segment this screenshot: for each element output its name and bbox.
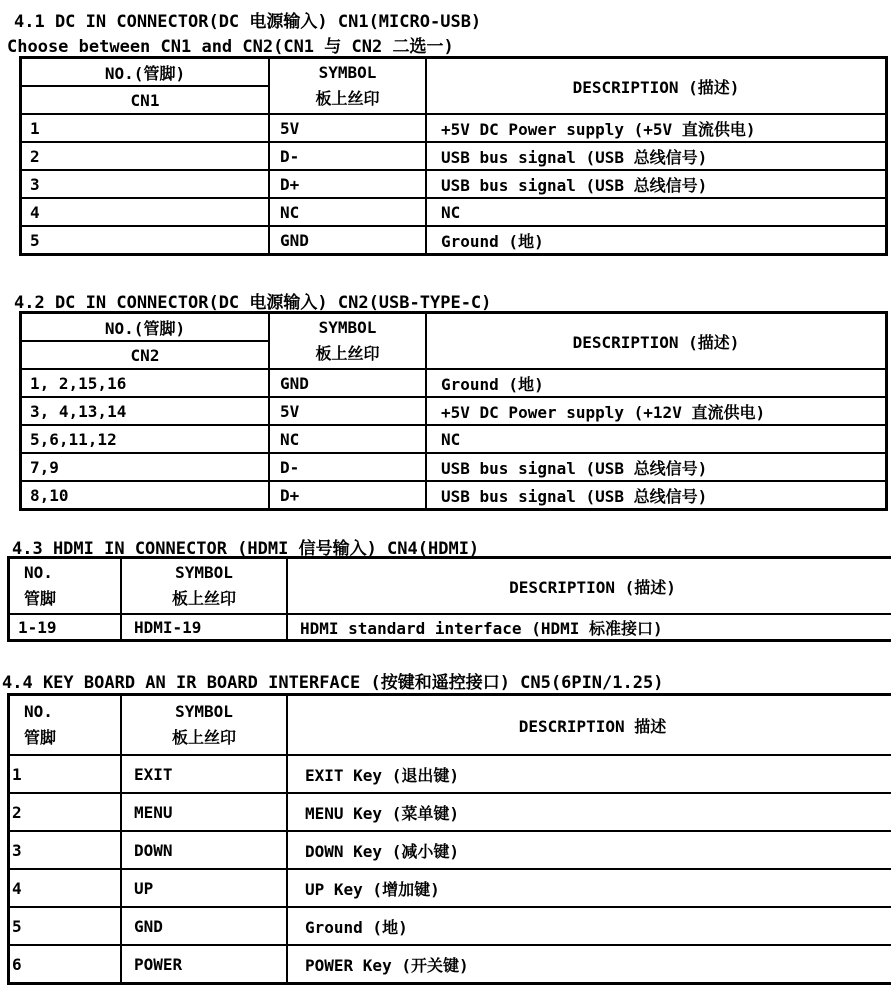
header-pin-no bbox=[9, 695, 122, 756]
table-cn4-hdmi bbox=[7, 556, 891, 642]
table-row bbox=[9, 614, 891, 641]
header-pin-no-line2: 管脚 bbox=[24, 589, 57, 608]
cell-description: USB bus signal (USB 总线信号) bbox=[426, 170, 887, 198]
header-symbol-line1: SYMBOL bbox=[318, 63, 377, 82]
cell-pin: 5 bbox=[21, 226, 270, 255]
cell-description: +5V DC Power supply (+5V 直流供电) bbox=[426, 114, 887, 142]
table-header-row bbox=[9, 558, 891, 615]
header-pin-no-line2: 管脚 bbox=[24, 728, 57, 747]
cell-pin: 1 bbox=[9, 755, 122, 793]
table-row bbox=[21, 425, 887, 453]
table-row bbox=[21, 170, 887, 198]
header-symbol-line2: 板上丝印 bbox=[171, 589, 236, 608]
table-header-row bbox=[9, 695, 891, 756]
cell-description: Ground (地) bbox=[426, 369, 887, 397]
cell-symbol: 5V bbox=[269, 114, 426, 142]
cell-pin: 8,10 bbox=[21, 481, 270, 510]
cell-symbol: GND bbox=[269, 226, 426, 255]
cell-description: USB bus signal (USB 总线信号) bbox=[426, 453, 887, 481]
cell-description: Ground (地) bbox=[426, 226, 887, 255]
cell-description: NC bbox=[426, 198, 887, 226]
table-cn2-usb-type-c bbox=[19, 311, 888, 511]
cell-description: MENU Key (菜单键) bbox=[287, 793, 891, 831]
cell-pin: 2 bbox=[21, 142, 270, 170]
cell-symbol: D- bbox=[269, 142, 426, 170]
cell-symbol: UP bbox=[121, 869, 287, 907]
cell-symbol: NC bbox=[269, 425, 426, 453]
header-description: DESCRIPTION (描述) bbox=[426, 58, 887, 115]
cell-pin: 3 bbox=[21, 170, 270, 198]
table-row bbox=[9, 831, 891, 869]
header-symbol bbox=[269, 58, 426, 115]
table-row bbox=[21, 198, 887, 226]
cell-symbol: D+ bbox=[269, 170, 426, 198]
table-row bbox=[21, 114, 887, 142]
cell-symbol: MENU bbox=[121, 793, 287, 831]
header-connector-name: CN2 bbox=[21, 341, 270, 369]
section-title-4-3: 4.3 HDMI IN CONNECTOR (HDMI 信号输入) CN4(HDMI) bbox=[12, 539, 480, 559]
table-row bbox=[21, 453, 887, 481]
table-cn5-keyboard-ir bbox=[7, 693, 891, 985]
header-symbol-line2: 板上丝印 bbox=[171, 728, 236, 747]
cell-symbol: HDMI-19 bbox=[121, 614, 287, 641]
header-symbol-line1: SYMBOL bbox=[318, 318, 377, 337]
header-pin-no-line1: NO. bbox=[24, 702, 53, 721]
cell-description: HDMI standard interface (HDMI 标准接口) bbox=[287, 614, 891, 641]
cell-description: USB bus signal (USB 总线信号) bbox=[426, 142, 887, 170]
header-symbol bbox=[269, 313, 426, 370]
cell-pin: 5,6,11,12 bbox=[21, 425, 270, 453]
table-row bbox=[9, 869, 891, 907]
cell-symbol: 5V bbox=[269, 397, 426, 425]
cell-pin: 1 bbox=[21, 114, 270, 142]
cell-description: DOWN Key (减小键) bbox=[287, 831, 891, 869]
header-pin-no-line1: NO. bbox=[24, 563, 53, 582]
table-row bbox=[21, 369, 887, 397]
cell-symbol: POWER bbox=[121, 945, 287, 984]
cell-symbol: GND bbox=[269, 369, 426, 397]
header-symbol bbox=[121, 558, 287, 615]
cell-pin: 3 bbox=[9, 831, 122, 869]
cell-symbol: GND bbox=[121, 907, 287, 945]
cell-description: USB bus signal (USB 总线信号) bbox=[426, 481, 887, 510]
table-row bbox=[9, 755, 891, 793]
header-symbol-line2: 板上丝印 bbox=[315, 89, 380, 108]
cell-pin: 2 bbox=[9, 793, 122, 831]
table-row bbox=[21, 226, 887, 255]
cell-symbol: EXIT bbox=[121, 755, 287, 793]
cell-pin: 5 bbox=[9, 907, 122, 945]
header-description: DESCRIPTION (描述) bbox=[287, 558, 891, 615]
table-header-row bbox=[21, 58, 887, 87]
cell-pin: 7,9 bbox=[21, 453, 270, 481]
header-description: DESCRIPTION 描述 bbox=[287, 695, 891, 756]
table-header-row bbox=[21, 313, 887, 342]
section-title-4-4: 4.4 KEY BOARD AN IR BOARD INTERFACE (按键和遥控接口) CN5(6PIN/1.25) bbox=[2, 673, 664, 693]
cell-pin: 6 bbox=[9, 945, 122, 984]
cell-description: POWER Key (开关键) bbox=[287, 945, 891, 984]
cell-pin: 3, 4,13,14 bbox=[21, 397, 270, 425]
table-cn1-micro-usb bbox=[19, 56, 888, 256]
cell-description: Ground (地) bbox=[287, 907, 891, 945]
table-row bbox=[21, 397, 887, 425]
cell-description: +5V DC Power supply (+12V 直流供电) bbox=[426, 397, 887, 425]
header-pin-no: NO.(管脚) bbox=[21, 313, 270, 342]
cell-symbol: D+ bbox=[269, 481, 426, 510]
cell-pin: 4 bbox=[9, 869, 122, 907]
header-symbol-line2: 板上丝印 bbox=[315, 344, 380, 363]
cell-symbol: NC bbox=[269, 198, 426, 226]
table-row bbox=[21, 481, 887, 510]
section-title-4-1: 4.1 DC IN CONNECTOR(DC 电源输入) CN1(MICRO-USB) bbox=[14, 12, 482, 32]
header-pin-no: NO.(管脚) bbox=[21, 58, 270, 87]
cell-symbol: DOWN bbox=[121, 831, 287, 869]
cell-symbol: D- bbox=[269, 453, 426, 481]
cell-description: UP Key (增加键) bbox=[287, 869, 891, 907]
header-connector-name: CN1 bbox=[21, 86, 270, 114]
cell-description: NC bbox=[426, 425, 887, 453]
cell-description: EXIT Key (退出键) bbox=[287, 755, 891, 793]
table-row bbox=[9, 793, 891, 831]
cell-pin: 1-19 bbox=[9, 614, 122, 641]
header-symbol bbox=[121, 695, 287, 756]
header-description: DESCRIPTION (描述) bbox=[426, 313, 887, 370]
header-symbol-line1: SYMBOL bbox=[175, 702, 233, 721]
table-row bbox=[21, 142, 887, 170]
note-choose-cn1-cn2: Choose between CN1 and CN2(CN1 与 CN2 二选一) bbox=[7, 37, 454, 57]
cell-pin: 4 bbox=[21, 198, 270, 226]
cell-pin: 1, 2,15,16 bbox=[21, 369, 270, 397]
header-symbol-line1: SYMBOL bbox=[175, 563, 233, 582]
table-row bbox=[9, 907, 891, 945]
header-pin-no bbox=[9, 558, 122, 615]
section-title-4-2: 4.2 DC IN CONNECTOR(DC 电源输入) CN2(USB-TYPE-C) bbox=[14, 293, 492, 313]
table-row bbox=[9, 945, 891, 984]
